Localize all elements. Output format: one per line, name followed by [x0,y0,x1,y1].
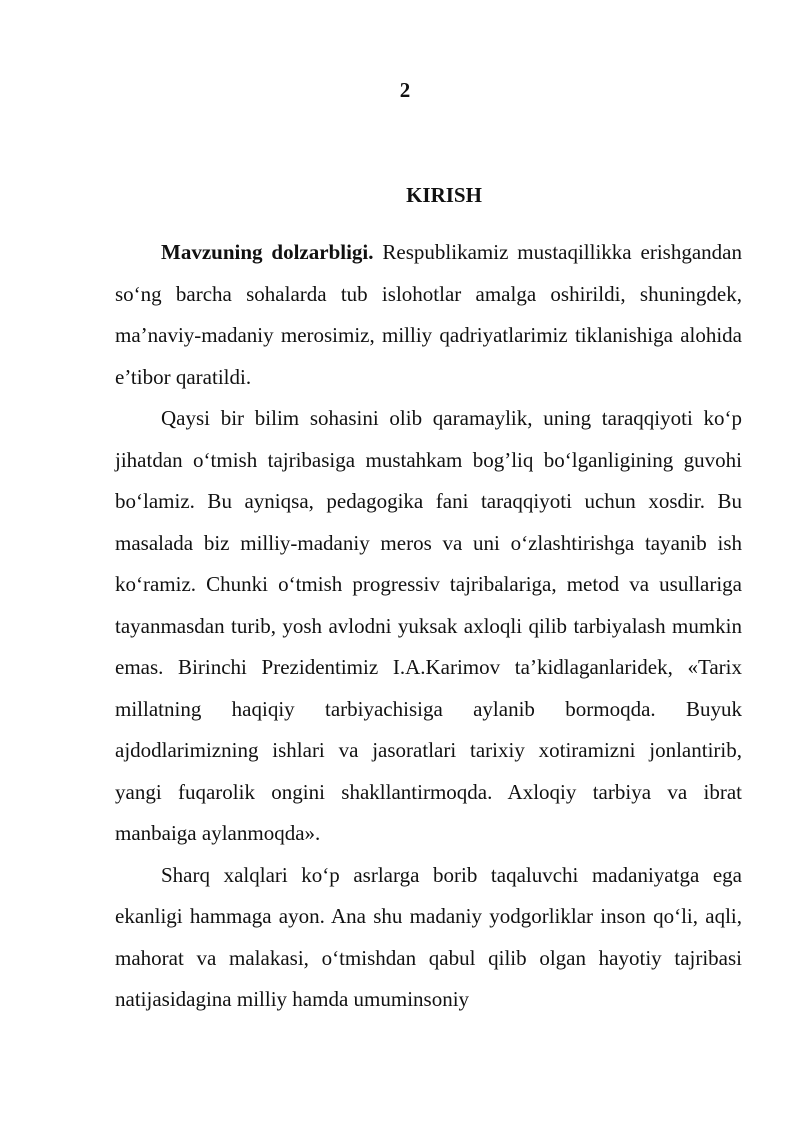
paragraph-eastern-culture [115,855,742,1021]
paragraph-text: Sharq xalqlari ko‘p asrlarga borib taqaluvchi madaniyatga ega ekanligi hammaga ayon. Ana shu madaniy yodgorliklar inson qo‘li, aqli, mahorat va malakasi, o‘tmishdan qabul qilib olgan hayotiy tajribasi natijasidagina milliy hamda umuminsoniy [115,862,742,1011]
paragraph-relevance [115,232,742,398]
section-heading: KIRISH [406,183,482,207]
paragraph-lead: Mavzuning dolzarbligi. [161,240,374,264]
paragraph-text: Respublikamiz mustaqillikka erishgandan so‘ng barcha sohalarda tub islohotlar amalga oshirildi, shuningdek, ma’naviy-madaniy merosimiz, milliy qadriyatlarimiz tiklanishiga alohida e’tibor qaratildi. [115,240,742,389]
body-text [115,232,742,1021]
paragraph-text: Qaysi bir bilim sohasini olib qaramaylik, uning taraqqiyoti ko‘p jihatdan o‘tmish tajribasiga mustahkam bog’liq bo‘lganligining guvohi bo‘lamiz. Bu ayniqsa, pedagogika fani taraqqiyoti uchun xosdir. Bu masalada biz milliy-madaniy meros va uni o‘zlashtirishga tayanib ish ko‘ramiz. Chunki o‘tmish progressiv tajribalariga, metod va usullariga tayanmasdan turib, yosh avlodni yuksak axloqli qilib tarbiyalash mumkin emas. Birinchi Prezidentimiz I.A.Karimov ta’kidlaganlaridek, «Tarix millatning haqiqiy tarbiyachisiga aylanib bormoqda. Buyuk ajdodlarimizning ishlari va jasoratlari tarixiy xotiramizni jonlantirib, yangi fuqarolik ongini shakllantirmoqda. Axloqiy tarbiya va ibrat manbaiga aylanmoqda». [115,406,742,845]
page-number: 2 [399,78,411,102]
paragraph-heritage [115,398,742,855]
